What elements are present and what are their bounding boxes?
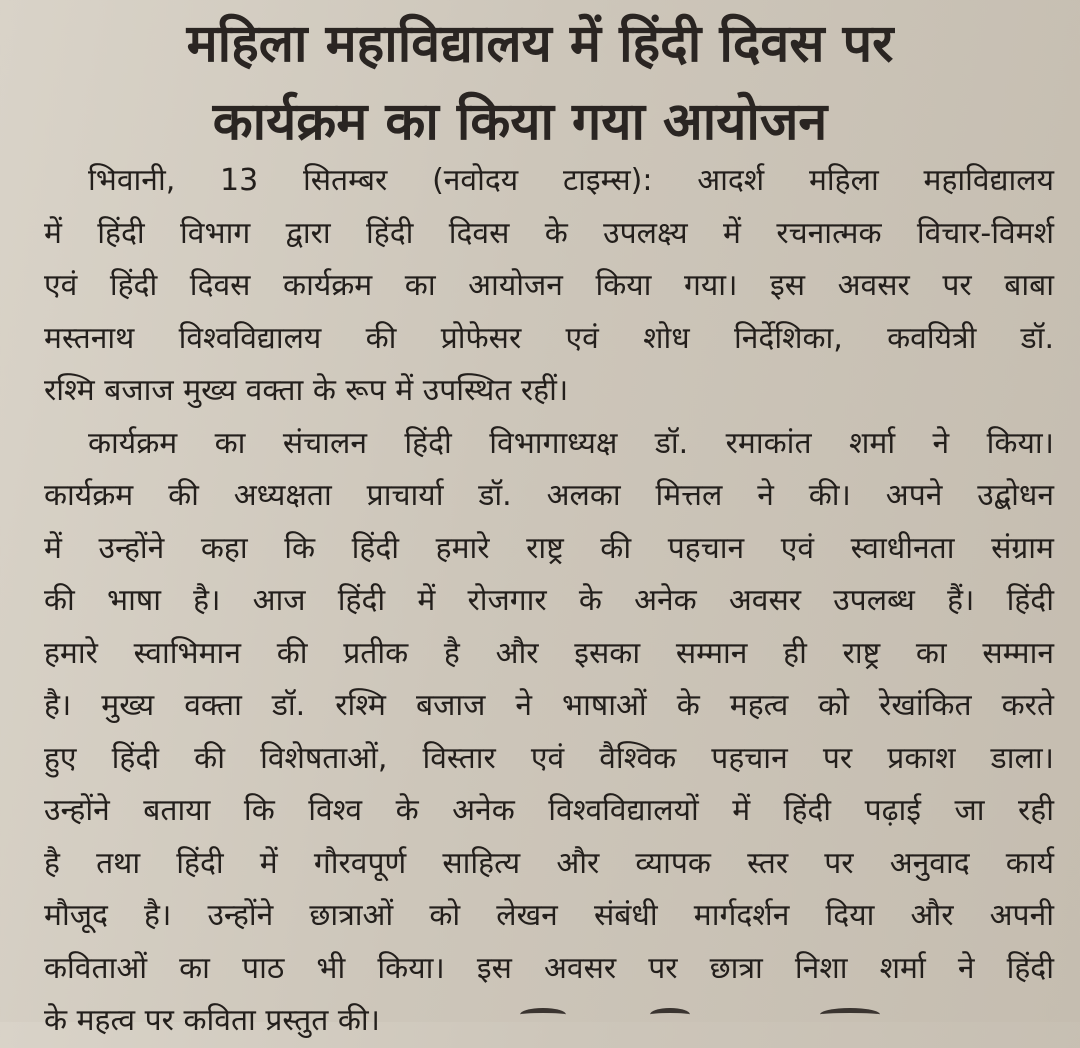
article-line: एवं हिंदी दिवस कार्यक्रम का आयोजन किया गया। इस अवसर पर बाबा [44, 268, 1054, 303]
article-line: कविताओं का पाठ भी किया। इस अवसर पर छात्रा निशा शर्मा ने हिंदी [44, 950, 1054, 986]
article-body [44, 155, 1054, 1048]
article-line: उन्होंने बताया कि विश्व के अनेक विश्वविद्यालयों में हिंदी पढ़ाई जा रही [44, 793, 1054, 828]
article-line: हुए हिंदी की विशेषताओं, विस्तार एवं वैश्विक पहचान पर प्रकाश डाला। [44, 740, 1054, 776]
article-line: रश्मि बजाज मुख्य वक्ता के रूप में उपस्थित रहीं। [44, 373, 569, 408]
article-line: मस्तनाथ विश्वविद्यालय की प्रोफेसर एवं शोध निर्देशिका, कवयित्री डॉ. [44, 320, 1054, 356]
headline-line-2: कार्यक्रम का किया गया आयोजन [212, 92, 828, 152]
article-line: भिवानी, 13 सितम्बर (नवोदय टाइम्स): आदर्श महिला महाविद्यालय [88, 163, 1054, 198]
article-line: मौजूद है। उन्होंने छात्राओं को लेखन संबंधी मार्गदर्शन दिया और अपनी [44, 898, 1054, 933]
article-line: में उन्होंने कहा कि हिंदी हमारे राष्ट्र की पहचान एवं स्वाधीनता संग्राम [44, 530, 1054, 566]
article-line: है तथा हिंदी में गौरवपूर्ण साहित्य और व्यापक स्तर पर अनुवाद कार्य [44, 845, 1054, 881]
article-line: के महत्व पर कविता प्रस्तुत की। [44, 1003, 381, 1038]
article-line: हमारे स्वाभिमान की प्रतीक है और इसका सम्मान ही राष्ट्र का सम्मान [44, 635, 1054, 671]
cut-off-next-headline [520, 1008, 920, 1022]
article-line: है। मुख्य वक्ता डॉ. रश्मि बजाज ने भाषाओं के महत्व को रेखांकित करते [44, 688, 1054, 723]
article-line: की भाषा है। आज हिंदी में रोजगार के अनेक अवसर उपलब्ध हैं। हिंदी [44, 583, 1054, 618]
article-line: में हिंदी विभाग द्वारा हिंदी दिवस के उपलक्ष्य में रचनात्मक विचार-विमर्श [44, 215, 1054, 251]
article-line: कार्यक्रम का संचालन हिंदी विभागाध्यक्ष डॉ. रमाकांत शर्मा ने किया। [88, 425, 1054, 461]
article-line: कार्यक्रम की अध्यक्षता प्राचार्या डॉ. अलका मित्तल ने की। अपने उद्बोधन [44, 478, 1054, 513]
headline-line-1: महिला महाविद्यालय में हिंदी दिवस पर [186, 14, 894, 74]
